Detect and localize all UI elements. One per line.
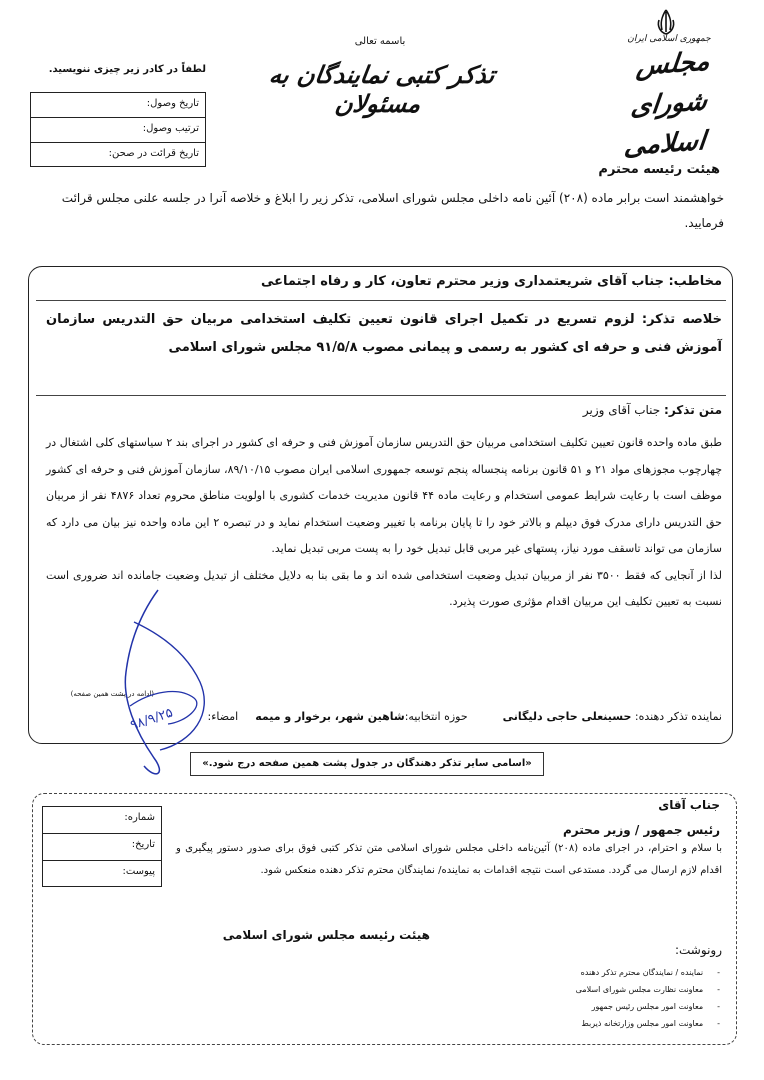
signature-label: امضاء: [207, 710, 239, 723]
list-item: - نماینده / نمایندگان محترم تذکر دهنده [400, 964, 720, 981]
district-name: شاهین شهر، برخوار و میمه [255, 710, 405, 723]
page-title: تذکر کتبی نمایندگان به مسئولان [267, 60, 497, 118]
emblem-icon [654, 8, 678, 36]
district-label: حوزه انتخابیه: [404, 710, 468, 723]
divider [36, 395, 726, 396]
bismillah: باسمه تعالی [354, 36, 406, 47]
registry-attachment-row: پیوست: [122, 866, 155, 877]
reading-date-row: تاریخ قرائت در صحن: [108, 148, 199, 159]
board-heading: هیئت رئیسه محترم [598, 162, 720, 177]
signer-label: نماینده تذکر دهنده: [634, 710, 722, 723]
signer-name: حسینعلی حاجی دلیگانی [502, 710, 632, 723]
summary-block [46, 306, 722, 362]
addressee-label: مخاطب: [668, 274, 722, 289]
registry-number-row: شماره: [43, 807, 161, 834]
preamble-text: خواهشمند است برابر ماده (۲۰۸) آئین نامه داخلی مجلس شورای اسلامی، تذکر زیر را ابلاغ و خلاصه آنرا در جلسه علنی مجلس قرائت فرمایید. [61, 191, 724, 230]
addressee-name: جناب آقای شریعتمداری وزیر محترم تعاون، کار و رفاه اجتماعی [260, 274, 664, 289]
other-signers-note: «اسامی سایر تذکر دهندگان در جدول پشت همین صفحه درج شود.» [190, 752, 544, 776]
handwritten-date: ۹۸/۹/۲۵ [128, 705, 175, 734]
registry-date-row: تاریخ: [43, 834, 161, 861]
cc-list [400, 964, 720, 1032]
reception-date-row: تاریخ وصول: [31, 93, 205, 118]
text-heading [480, 403, 722, 417]
president-title: رئیس جمهور / وزیر محترم [563, 823, 720, 837]
mr-label: جناب آقای [658, 798, 720, 812]
list-item: - معاونت امور مجلس وزارتخانه ذیربط [400, 1015, 720, 1032]
paragraph: طبق ماده واحده قانون تعیین تکلیف استخدامی مربیان حق التدریس سازمان آموزش فنی و حرفه ای کشور در اجرای بند ۲ سیاستهای کلی اشتغال در چهارچوب مجوزهای مواد ۲۱ و ۵۱ قانون برنامه پنجساله پنجم توسعه جمهوری اسلامی ایران مصوب ۸۹/۱۰/۱۵، سازمان آموزش فنی و حرفه ای کشور موظف است با رعایت شرایط عمومی استخدام و رعایت ماده ۴۴ قانون مدیریت خدمات کشوری با اولویت مناطق محروم تعداد ۴۸۷۶ نفر از مربیان حق التدریس دارای مدرک فوق دیپلم و بالاتر خود را تا پایان برنامه با تغییر وضعیت استخدام نماید و در تبصره ۲ این ماده واحده نیز بیان می دارد که سازمان می تواند تاسقف مورد نیاز، پستهای غیر مربی قابل تبدیل خود را به پست مربی تبدیل نماید. [46, 436, 723, 555]
list-item: - معاونت امور مجلس رئیس جمهور [400, 998, 720, 1015]
continued-note: (ادامه در پشت همین صفحه) [70, 690, 154, 698]
reception-box [30, 92, 206, 167]
parliament-logo [594, 34, 744, 162]
summary-text: لزوم تسریع در تکمیل اجرای قانون تعیین تکلیف استخدامی مربیان حق التدریس سازمان آموزش فنی و حرفه ای کشور به رسمی و پیمانی مصوب ۹۱/۵/۸ مجلس شورای اسلامی [46, 312, 722, 355]
list-item: - معاونت نظارت مجلس شورای اسلامی [400, 981, 720, 998]
paragraph: لذا از آنجایی که فقط ۳۵۰۰ نفر از مربیان تبدیل وضعیت استخدامی شده اند و ما بقی بنا به دلایل مختلف از تبدیل وضعیت جامانده اند ضروری است نسبت به تعیین تکلیف این مربیان اقدام مؤثری صورت پذیرد. [46, 568, 722, 608]
registry-box [42, 806, 162, 887]
republic-text: جمهوری اسلامی ایران [627, 34, 711, 44]
response-text: با سلام و احترام، در اجرای ماده (۲۰۸) آئین‌نامه داخلی مجلس شورای اسلامی متن تذکر کتبی فوق برای صدور دستور پیگیری و اقدام لازم ارسال می گردد. مستدعی است نتیجه اقدامات به نماینده/ نمایندگان محترم تذکر دهنده منعکس شود. [176, 843, 722, 876]
reception-order-row: ترتیب وصول: [31, 118, 205, 143]
text-label: متن تذکر: [664, 403, 722, 417]
divider [36, 300, 726, 301]
handwritten-signature [90, 582, 290, 782]
board-signature: هیئت رئیسه مجلس شورای اسلامی [222, 928, 430, 942]
top-note: لطفاً در کادر زیر چیزی ننویسید. [48, 64, 206, 75]
summary-label: خلاصه تذکر: [641, 312, 723, 327]
text-salutation: جناب آقای وزیر [582, 403, 661, 417]
logo-text: مجلس شورای اسلامی [622, 46, 712, 162]
cc-title: رونوشت: [674, 943, 722, 957]
addressee-line [46, 274, 722, 289]
